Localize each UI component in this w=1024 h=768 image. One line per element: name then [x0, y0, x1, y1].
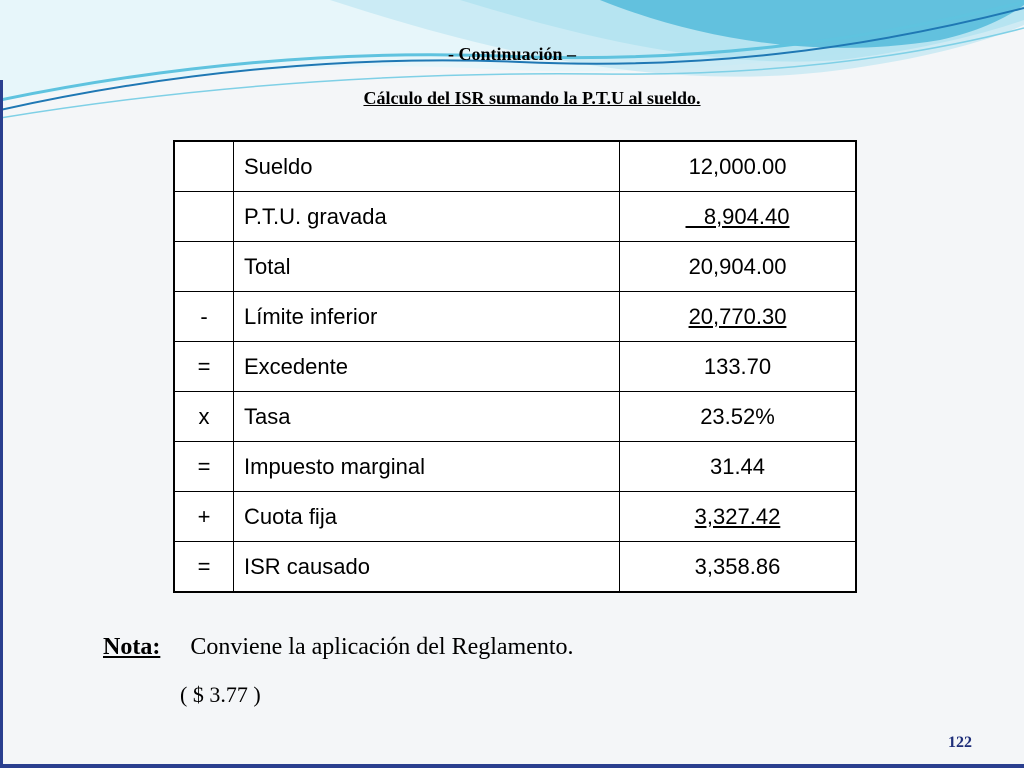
row-label: P.T.U. gravada [234, 192, 620, 242]
row-operator: + [174, 492, 234, 542]
row-value [620, 192, 857, 242]
row-value-text: 20,904.00 [688, 253, 787, 279]
note-label: Nota: [103, 634, 161, 660]
row-label: Impuesto marginal [234, 442, 620, 492]
slide-frame-bottom [0, 764, 1024, 768]
table-row [174, 342, 856, 392]
isr-calculation-table [173, 140, 857, 593]
page-number: 122 [948, 734, 972, 751]
note-amount: ( $ 3.77 ) [180, 682, 261, 707]
table-row [174, 492, 856, 542]
row-label: Sueldo [234, 141, 620, 192]
row-value [620, 292, 857, 342]
row-operator: = [174, 442, 234, 492]
row-label: ISR causado [234, 542, 620, 593]
row-value [620, 492, 857, 542]
table-row [174, 192, 856, 242]
row-value-text: 133.70 [703, 353, 772, 379]
slide-subtitle: - Continuación – [447, 44, 577, 64]
row-value [620, 542, 857, 593]
row-value [620, 342, 857, 392]
row-value-text: 3,327.42 [694, 503, 781, 529]
row-value [620, 141, 857, 192]
row-operator: x [174, 392, 234, 442]
row-value [620, 392, 857, 442]
row-value-text: 20,770.30 [688, 303, 787, 329]
table-row [174, 542, 856, 593]
row-label: Tasa [234, 392, 620, 442]
row-label: Límite inferior [234, 292, 620, 342]
slide-title: Cálculo del ISR sumando la P.T.U al sueldo. [363, 88, 701, 108]
row-label: Cuota fija [234, 492, 620, 542]
row-operator [174, 242, 234, 292]
row-operator: = [174, 542, 234, 593]
row-operator [174, 141, 234, 192]
table-row [174, 292, 856, 342]
note-text: Conviene la aplicación del Reglamento. [190, 634, 574, 660]
row-operator [174, 192, 234, 242]
table-row [174, 392, 856, 442]
row-value-text: 12,000.00 [688, 153, 787, 179]
table-row [174, 141, 856, 192]
row-value [620, 242, 857, 292]
slide-frame-left [0, 80, 3, 768]
row-label: Total [234, 242, 620, 292]
table-row [174, 242, 856, 292]
row-operator: = [174, 342, 234, 392]
row-value-text: 31.44 [709, 453, 766, 479]
row-operator: - [174, 292, 234, 342]
note [103, 634, 574, 661]
row-value-text: 3,358.86 [694, 553, 781, 579]
row-label: Excedente [234, 342, 620, 392]
table-row [174, 442, 856, 492]
row-value-text: 23.52% [700, 403, 775, 429]
row-value [620, 442, 857, 492]
row-value-text: 8,904.40 [685, 203, 790, 229]
